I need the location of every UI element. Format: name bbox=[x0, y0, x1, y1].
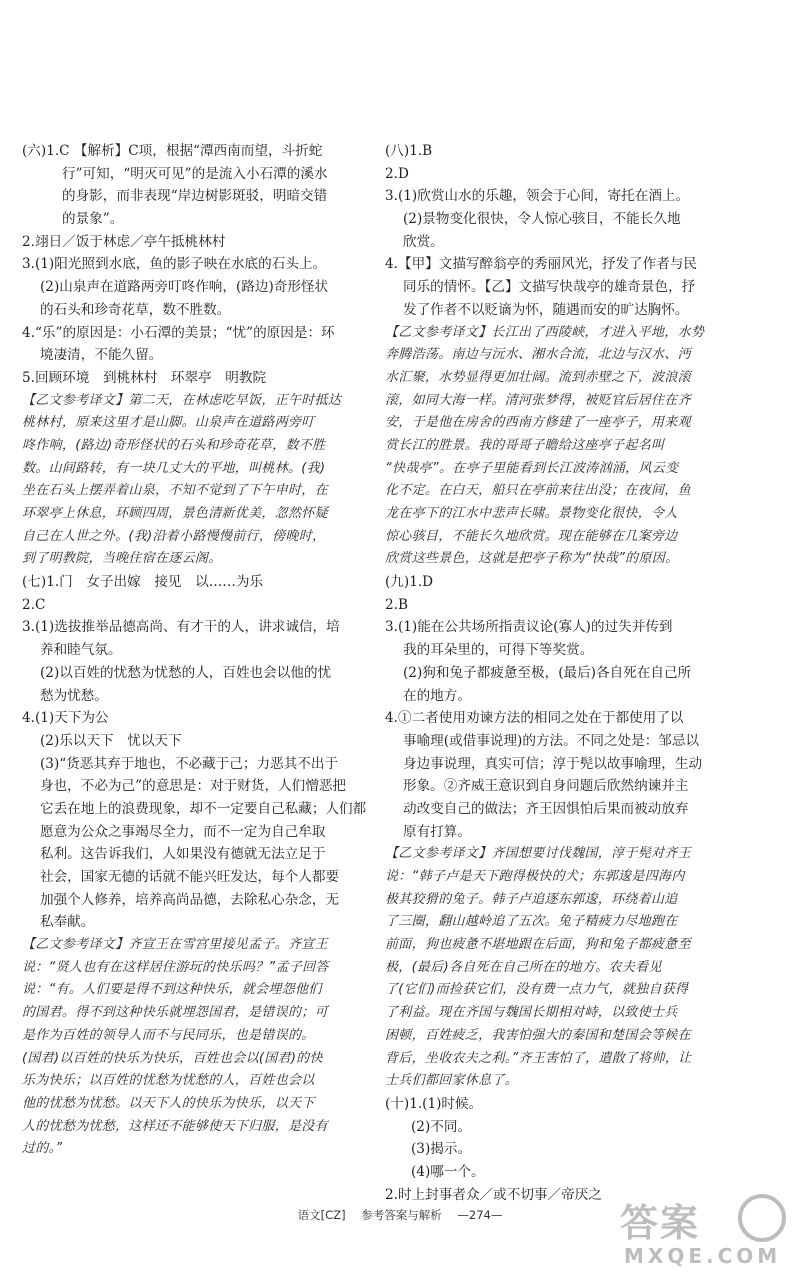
text-line: 私利。这告诉我们，人如果没有德就无法立足于 bbox=[40, 846, 326, 863]
text-line: 说：“韩子卢是天下跑得极快的犬；东郭逡是四海内 bbox=[385, 869, 685, 884]
right-column bbox=[385, 140, 737, 1206]
text-line: 他的忧愁为忧愁。以天下人的快乐为快乐，以天下 bbox=[22, 1095, 315, 1111]
text-line: 【乙文参考译文】第二天，在林虑吃早饭，正午时抵达 bbox=[22, 392, 342, 408]
text-line: 私奉献。 bbox=[40, 914, 95, 931]
text-line: 安，于是他在房舍的西南方修建了一座亭子，用来观 bbox=[385, 415, 691, 431]
text-line: 【乙文参考译文】长江出了西陵峡，才进入平地，水势 bbox=[385, 324, 705, 340]
text-line: 2.时上封事者众／或不切事／帝厌之 bbox=[385, 1186, 602, 1203]
text-line: 说：“有。人们要是得不到这种快乐，就会埋怨他们 bbox=[22, 982, 322, 998]
footer-subject: 语文[CZ] bbox=[297, 1208, 346, 1222]
text-line: 2.翊日／饭于林虑／亭午抵桃林村 bbox=[22, 233, 226, 250]
text-line: (2)以百姓的忧愁为忧愁的人，百姓也会以他的忧 bbox=[40, 664, 332, 681]
text-line: (2)乐以天下 忧以天下 bbox=[40, 732, 182, 749]
text-line: (4)哪一个。 bbox=[411, 1163, 485, 1180]
text-line: 身也，不必为己”的意思是：对于财货，人们憎恶把 bbox=[40, 778, 347, 795]
text-line: 环翠亭上休息，环顾四周，景色清新优美，忽然怀疑 bbox=[22, 506, 328, 521]
text-line: 加强个人修养，培养高尚品德，去除私心杂念，无 bbox=[40, 891, 340, 908]
text-line: (3)揭示。 bbox=[411, 1141, 472, 1158]
text-line: (八)1.B bbox=[385, 143, 433, 159]
text-line: 的石头和珍奇花草，数不胜数。 bbox=[40, 301, 231, 318]
text-line: (2)山泉声在道路两旁叮咚作响，(路边)奇形怪状 bbox=[40, 279, 329, 296]
text-line: 了三圈，翻山越岭追了五次。兔子精疲力尽地跑在 bbox=[385, 914, 678, 930]
text-line: 2.B bbox=[385, 596, 408, 613]
text-line: “快哉亭”。在亭子里能看到长江波涛汹涌，风云变 bbox=[385, 460, 679, 476]
text-line: 3.(1)能在公共场所指责议论(寡人)的过失并传到 bbox=[385, 619, 673, 636]
text-line: 的身影，而非表现“岸边树影斑驳，明暗交错 bbox=[62, 188, 328, 205]
text-line: 极其狡猾的兔子。韩子卢追逐东郭逡，环绕着山追 bbox=[385, 891, 678, 907]
text-line: 欣赏。 bbox=[403, 233, 444, 250]
watermark-logo bbox=[590, 1180, 790, 1270]
text-line: 4.【甲】文描写醉翁亭的秀丽风光，抒发了作者与民 bbox=[385, 256, 698, 273]
text-line: 社会，国家无德的话就不能兴旺发达，每个人都要 bbox=[40, 869, 340, 885]
text-line: (2)狗和兔子都疲惫至极，(最后)各自死在自己所 bbox=[403, 664, 692, 681]
text-line: 愿意为公众之事竭尽全力，而不一定为自己牟取 bbox=[40, 823, 326, 840]
text-line: 3.(1)欣赏山水的乐趣，领会于心间，寄托在酒上。 bbox=[385, 188, 690, 205]
text-line: 4.(1)天下为公 bbox=[22, 710, 109, 727]
text-line: 境凄清，不能久留。 bbox=[40, 347, 163, 364]
text-line: 背后，坐收农夫之利。”齐王害怕了，遣散了将帅，让 bbox=[385, 1050, 692, 1066]
text-line: 2.C bbox=[22, 596, 46, 613]
text-line: 3.(1)选拔推举品德高尚、有才干的人，讲求诚信，培 bbox=[22, 619, 340, 636]
text-line: 咚作响，(路边)奇形怪状的石头和珍奇花草，数不胜 bbox=[22, 437, 326, 453]
text-line: 桃林村，原来这里才是山脚。山泉声在道路两旁叮 bbox=[22, 415, 315, 431]
text-line: 身边事说理，真实可信；淳于髡以故事喻理，生动 bbox=[403, 755, 703, 772]
text-line: 到了明教院，当晚住宿在逐云阁。 bbox=[22, 551, 222, 567]
footer-section: 参考答案与解析 bbox=[361, 1208, 442, 1222]
text-line: 水汇聚，水势显得更加壮阔。流到赤壁之下，波浪滚 bbox=[385, 369, 691, 385]
text-line: 乐为快乐；以百姓的忧愁为忧愁的人，百姓也会以 bbox=[22, 1073, 315, 1089]
text-line: 惊心骇目，不能长久地欣赏。现在能够在几案旁边 bbox=[385, 528, 678, 544]
text-line: 龙在亭下的江水中悲声长啸。景物变化很快，令人 bbox=[385, 506, 678, 521]
text-line: 2.D bbox=[385, 165, 409, 182]
text-line: 欣赏这些景色，这就是把亭子称为“快哉”的原因。 bbox=[385, 551, 679, 567]
text-line: 我的耳朵里的，可得下等奖赏。 bbox=[403, 642, 594, 659]
text-line: 【乙文参考译文】齐宣王在雪宫里接见孟子。齐宣王 bbox=[22, 937, 328, 953]
text-line: 困顿，百姓疲乏，我害怕强大的秦国和楚国会等候在 bbox=[385, 1027, 691, 1043]
text-line: 形象。②齐威王意识到自身问题后欣然纳谏并主 bbox=[403, 778, 689, 795]
text-line: 人的忧愁为忧愁，这样还不能够使天下归服，是没有 bbox=[22, 1118, 328, 1134]
text-line: (七)1.门 女子出嫁 接见 以……为乐 bbox=[22, 574, 264, 591]
text-line: 4.“乐”的原因是：小石潭的美景；“忧”的原因是：环 bbox=[22, 324, 335, 341]
text-line: 的国君。得不到这种快乐就埋怨国君，是错误的；可 bbox=[22, 1005, 328, 1021]
text-line: 是作为百姓的领导人而不与民同乐，也是错误的。 bbox=[22, 1027, 315, 1043]
text-line: 的景象”。 bbox=[62, 211, 124, 228]
text-line: 士兵们都回家休息了。 bbox=[385, 1073, 519, 1089]
footer-page-number: —274— bbox=[457, 1208, 503, 1222]
text-line: 了(它们)而捡获它们，没有费一点力气，就独自获得 bbox=[385, 982, 689, 998]
text-line: 坐在石头上摆弄着山泉，不知不觉到了下午申时，在 bbox=[22, 483, 328, 499]
text-line: 化不定。在白天，船只在亭前来往出没；在夜间，鱼 bbox=[385, 483, 691, 499]
text-line: 事喻理(或借事说理)的方法。不同之处是：邹忌以 bbox=[403, 732, 700, 749]
text-line: 3.(1)阳光照到水底，鱼的影子映在水底的石头上。 bbox=[22, 256, 327, 273]
watermark-top: 答案 bbox=[620, 1201, 701, 1245]
watermark-circle-icon bbox=[738, 1194, 786, 1242]
text-line: (九)1.D bbox=[385, 574, 434, 591]
left-column bbox=[22, 140, 366, 1161]
text-line: 极，(最后)各自死在自己所在的地方。农夫看见 bbox=[385, 959, 662, 975]
text-line: 奔腾浩荡。南边与沅水、湘水合流，北边与汉水、沔 bbox=[385, 347, 691, 363]
text-line: 了利益。现在齐国与魏国长期相对峙，以致使士兵 bbox=[385, 1005, 678, 1021]
text-line: 它丢在地上的浪费现象，却不一定要自己私藏；人们都 bbox=[40, 800, 366, 817]
text-line: 滚，如同大海一样。清河张梦得，被贬官后居住在齐 bbox=[385, 392, 691, 408]
text-line: (国君)以百姓的快乐为快乐，百姓也会以(国君)的快 bbox=[22, 1050, 323, 1066]
text-line: 数。山间路转，有一块几丈大的平地，叫桃林。(我) bbox=[22, 460, 326, 476]
text-line: 愁为忧愁。 bbox=[40, 687, 108, 704]
text-line: 【乙文参考译文】齐国想要讨伐魏国，淳于髡对齐王 bbox=[385, 846, 691, 862]
text-line: 前面，狗也疲惫不堪地跟在后面，狗和兔子都疲惫至 bbox=[385, 937, 691, 953]
text-line: (2)不同。 bbox=[411, 1118, 472, 1135]
text-line: 发了作者不以贬谪为怀，随遇而安的旷达胸怀。 bbox=[403, 301, 689, 318]
text-line: 5.回顾环境 到桃林村 环翠亭 明教院 bbox=[22, 369, 267, 386]
text-line: 赏长江的胜景。我的哥哥子瞻给这座亭子起名叫 bbox=[385, 437, 665, 453]
text-line: (十)1.(1)时候。 bbox=[385, 1095, 483, 1112]
text-line: 原有打算。 bbox=[403, 823, 471, 840]
text-line: 行”可知，“明灭可见”的是流入小石潭的溪水 bbox=[62, 165, 328, 182]
text-line: 动改变自己的做法；齐王因惧怕后果而被动放弃 bbox=[403, 800, 689, 817]
text-line: 养和睦气氛。 bbox=[40, 642, 122, 659]
text-line: (2)景物变化很快，令人惊心骇目，不能长久地 bbox=[403, 211, 681, 228]
text-line: 过的。” bbox=[22, 1141, 63, 1157]
text-line: (3)“货恶其弃于地也，不必藏于己；力恶其不出于 bbox=[40, 755, 339, 772]
text-line: 说：“贤人也有在这样居住游玩的快乐吗？”孟子回答 bbox=[22, 959, 329, 975]
text-line: 4.①二者使用劝谏方法的相同之处在于都使用了以 bbox=[385, 710, 684, 727]
watermark-bottom: MXQE.COM bbox=[624, 1244, 782, 1268]
text-line: 自己在人世之外。(我)沿着小路慢慢前行，傍晚时， bbox=[22, 528, 326, 544]
text-line: (六)1.C 【解析】C项，根据“潭西南而望，斗折蛇 bbox=[22, 143, 323, 159]
text-line: 同乐的情怀。【乙】文描写快哉亭的雄奇景色，抒 bbox=[403, 279, 696, 296]
text-line: 在的地方。 bbox=[403, 687, 471, 704]
